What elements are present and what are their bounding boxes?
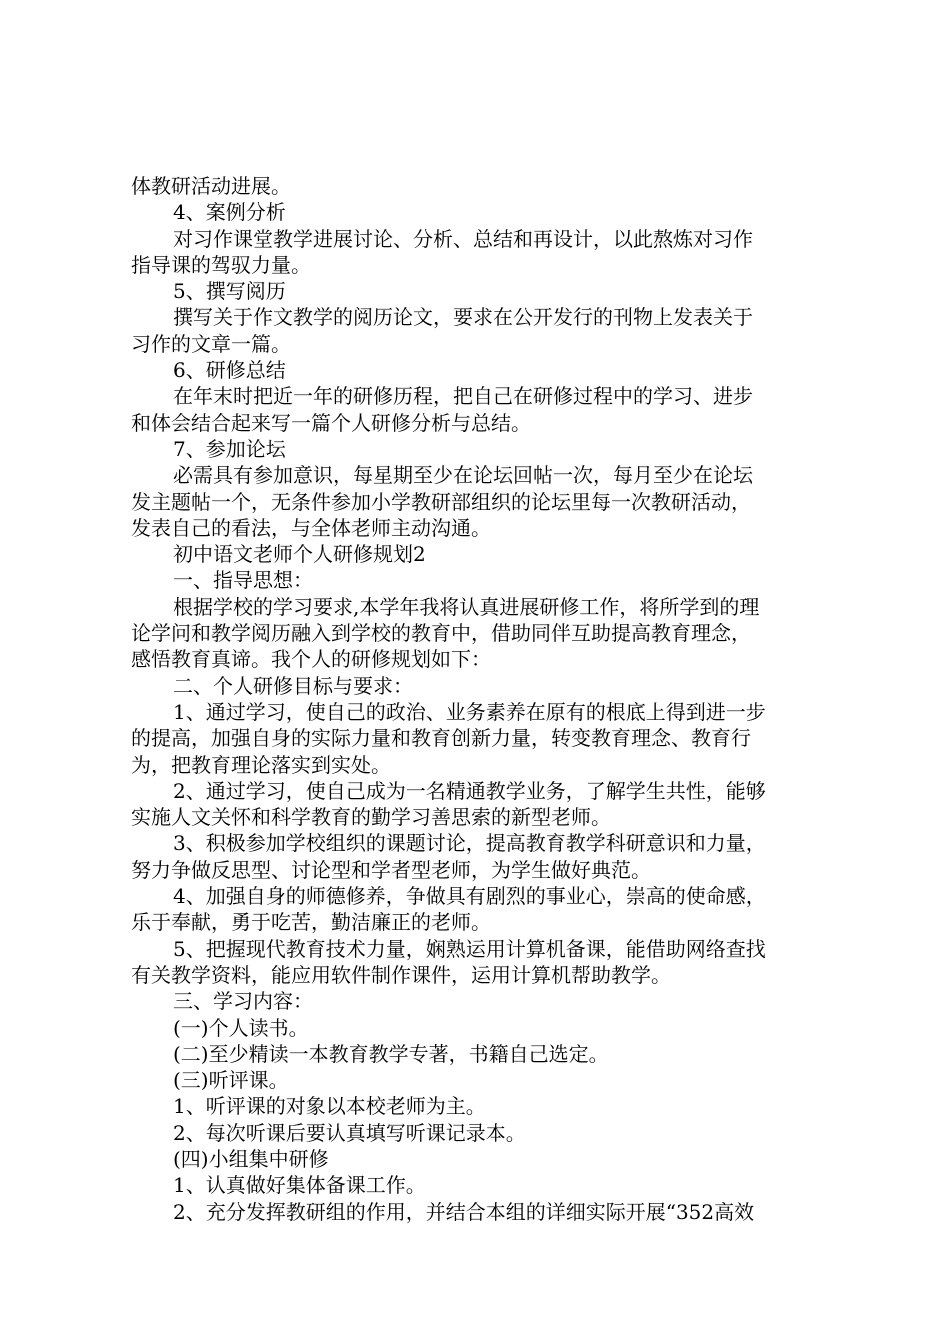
text-line: 三、学习内容： [173, 989, 313, 1014]
text-line: 4、加强自身的师德修养，争做具有剧烈的事业心，崇高的使命感， [173, 884, 766, 909]
text-line: 3、积极参加学校组织的课题讨论，提高教育教学科研意识和力量， [173, 831, 766, 856]
text-line: 1、听评课的对象以本校老师为主。 [173, 1094, 486, 1119]
text-line: 对习作课堂教学进展讨论、分析、总结和再设计，以此熬炼对习作 [173, 226, 753, 251]
text-line: 论学问和教学阅历融入到学校的教育中，借助同伴互助提高教育理念， [131, 621, 751, 646]
text-line: 感悟教育真谛。我个人的研修规划如下： [131, 647, 491, 672]
text-line: 5、撰写阅历 [173, 279, 286, 304]
text-line: 的提高，加强自身的实际力量和教育创新力量，转变教育理念、教育行 [131, 726, 751, 751]
text-line: 1、通过学习，使自己的政治、业务素养在原有的根底上得到进一步 [173, 699, 766, 724]
text-line: 6、研修总结 [173, 358, 286, 383]
text-line: 2、充分发挥教研组的作用，并结合本组的详细实际开展“352高效 [173, 1199, 755, 1224]
text-line: 二、个人研修目标与要求： [173, 673, 413, 698]
text-line: 根据学校的学习要求,本学年我将认真进展研修工作，将所学到的理 [173, 594, 760, 619]
text-line: (一)个人读书。 [173, 1015, 309, 1040]
text-line: 4、案例分析 [173, 200, 286, 225]
document-page [131, 173, 831, 1225]
text-line: 初中语文老师个人研修规划2 [173, 542, 426, 567]
text-line: 5、把握现代教育技术力量，娴熟运用计算机备课，能借助网络查找 [173, 936, 766, 961]
text-line: 撰写关于作文教学的阅历论文，要求在公开发行的刊物上发表关于 [173, 305, 753, 330]
text-line: 发表自己的看法，与全体老师主动沟通。 [131, 515, 491, 540]
text-line: (四)小组集中研修 [173, 1146, 329, 1171]
text-line: 1、认真做好集体备课工作。 [173, 1173, 426, 1198]
text-line: (二)至少精读一本教育教学专著，书籍自己选定。 [173, 1041, 609, 1066]
text-line: 实施人文关怀和科学教育的勤学习善思索的新型老师。 [131, 805, 611, 830]
text-line: 2、每次听课后要认真填写听课记录本。 [173, 1120, 526, 1145]
text-line: 指导课的驾驭力量。 [131, 252, 311, 277]
text-line: 乐于奉献，勇于吃苦，勤洁廉正的老师。 [131, 910, 491, 935]
text-line: 2、通过学习，使自己成为一名精通教学业务，了解学生共性，能够 [173, 778, 766, 803]
text-line: 为，把教育理论落实到实处。 [131, 752, 391, 777]
text-line: (三)听评课。 [173, 1068, 289, 1093]
text-line: 7、参加论坛 [173, 436, 286, 461]
text-line: 体教研活动进展。 [131, 174, 291, 198]
text-line: 有关教学资料，能应用软件制作课件，运用计算机帮助教学。 [131, 962, 671, 987]
text-line: 一、指导思想： [173, 568, 313, 593]
text-line: 努力争做反思型、讨论型和学者型老师，为学生做好典范。 [131, 857, 651, 882]
text-line: 必需具有参加意识，每星期至少在论坛回帖一次，每月至少在论坛 [173, 463, 753, 488]
text-line: 发主题帖一个，无条件参加小学教研部组织的论坛里每一次教研活动， [131, 489, 751, 514]
text-line: 在年末时把近一年的研修历程，把自己在研修过程中的学习、进步 [173, 384, 753, 409]
text-line: 和体会结合起来写一篇个人研修分析与总结。 [131, 410, 531, 435]
text-line: 习作的文章一篇。 [131, 331, 291, 356]
